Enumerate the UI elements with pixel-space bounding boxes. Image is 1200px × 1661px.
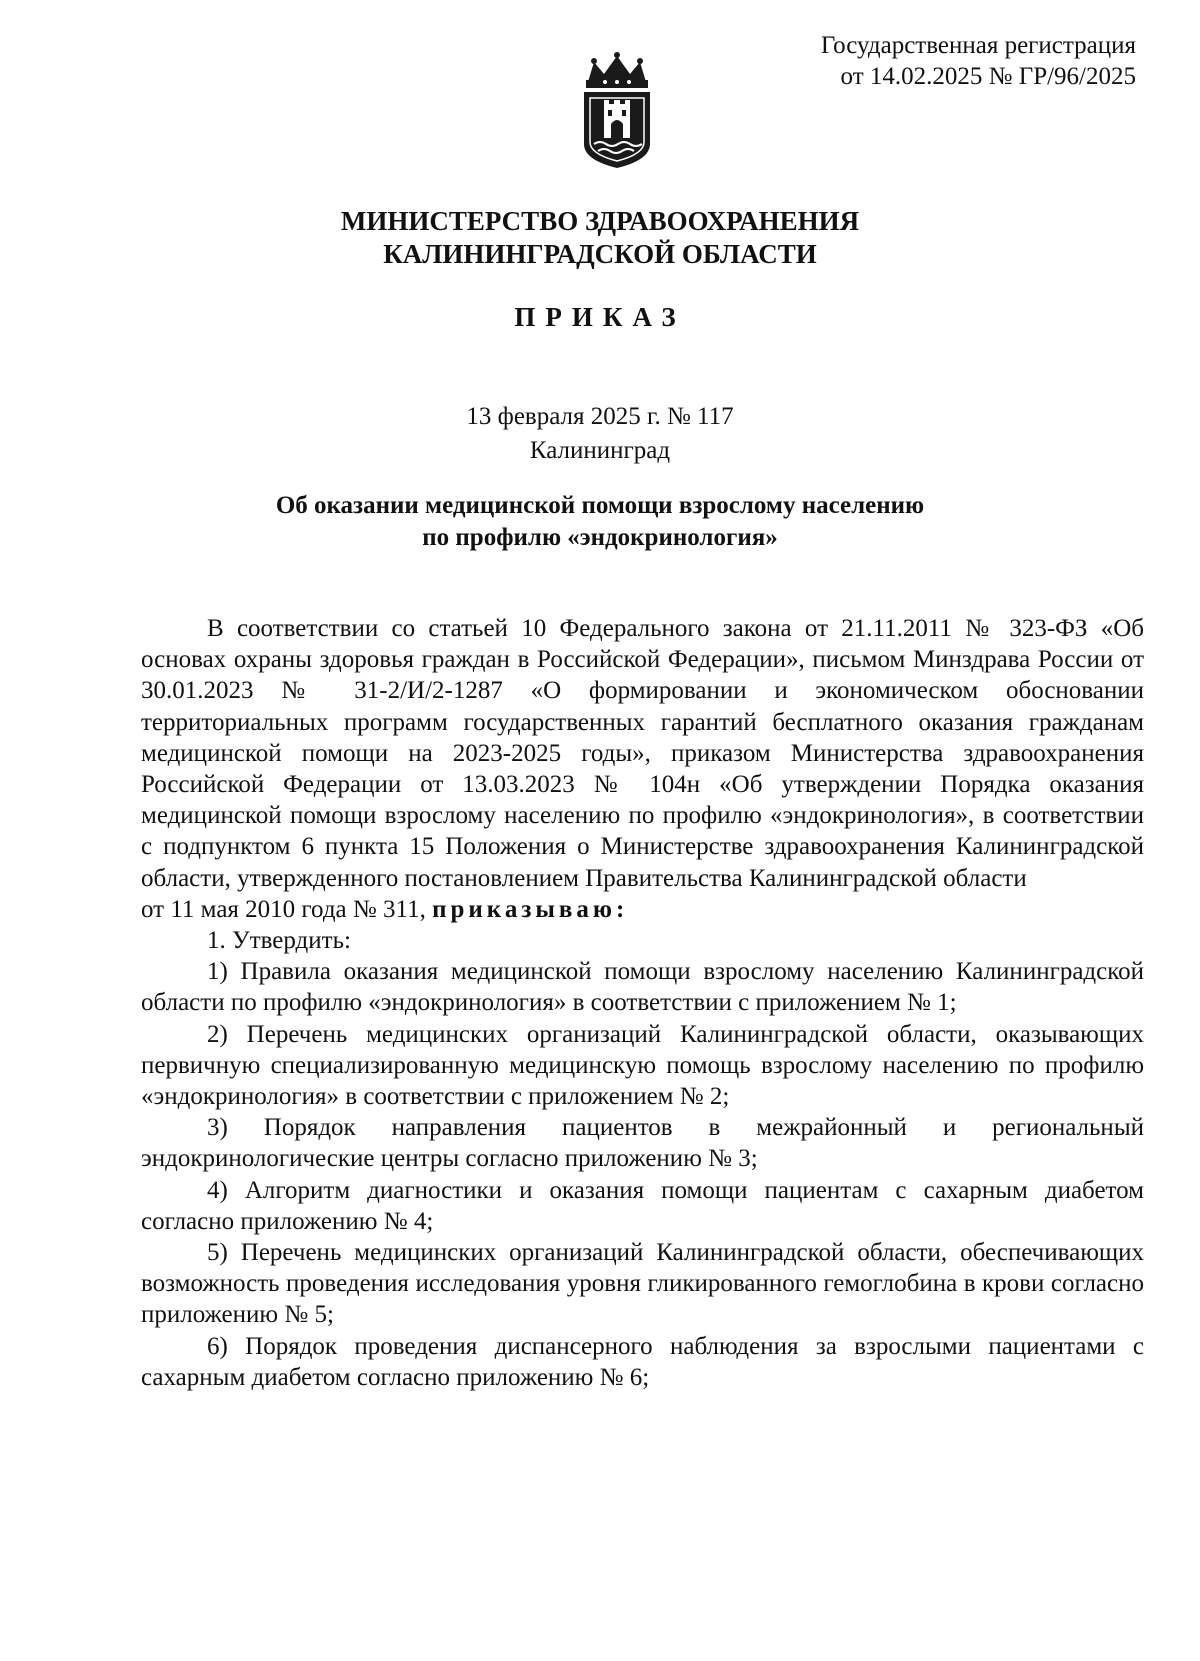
order-word: приказываю: — [432, 895, 629, 923]
subitem-3-paragraph: 3) Порядок направления пациентов в межрайонный и региональный эндокринологические центры согласно приложению № 3; — [141, 1114, 1144, 1173]
preamble-tail-paragraph — [141, 894, 1144, 925]
order-city: Калининград — [529, 437, 671, 464]
subitem-1-paragraph: 1) Правила оказания медицинской помощи взрослому населению Калининградской области по профилю «эндокринология» в соответствии с приложением № 1; — [141, 958, 1144, 1017]
ministry-name-line-2: КАЛИНИНГРАДСКОЙ ОБЛАСТИ — [383, 239, 817, 269]
order-subject — [0, 490, 1200, 554]
kaliningrad-coat-of-arms-icon — [580, 52, 654, 170]
registration-line-1: Государственная регистрация — [820, 32, 1136, 59]
subitem-5-paragraph: 5) Перечень медицинских организаций Калининградской области, обеспечивающих возможность проведения исследования уровня гликированного гемоглобина в крови согласно приложению № 5; — [141, 1239, 1144, 1329]
ministry-name — [0, 205, 1200, 271]
order-subject-line-2: по профилю «эндокринология» — [422, 524, 778, 551]
preamble-paragraph: В соответствии со статьей 10 Федерального закона от 21.11.2011 № 323-ФЗ «Об основах охраны здоровья граждан в Российской Федерации», письмом Минздрава России от 30.01.2023 № 31-2/И/2-1287 «О формировании и экономическом обосновании территориальных программ государственных гарантий бесплатного оказания гражданам медицинской помощи на 2023-2025 годы», приказом Министерства здравоохранения Российской Федерации от 13.03.2023 № 104н «Об утверждении Порядка оказания медицинской помощи взрослому населению по профилю «эндокринология», в соответствии с подпунктом 6 пункта 15 Положения о Министерстве здравоохранения Калининградской области, утвержденного постановлением Правительства Калининградской области — [141, 615, 1144, 892]
registration-stamp — [821, 30, 1136, 92]
order-body — [141, 613, 1144, 1393]
document-type-title: ПРИКАЗ — [514, 302, 686, 332]
order-subject-line-1: Об оказании медицинской помощи взрослому населению — [275, 492, 925, 519]
order-date-number: 13 февраля 2025 г. № 117 — [466, 403, 734, 430]
item-1-paragraph: 1. Утвердить: — [207, 927, 351, 955]
subitem-4-paragraph: 4) Алгоритм диагностики и оказания помощи пациентам с сахарным диабетом согласно приложению № 4; — [141, 1176, 1144, 1235]
subitem-6-paragraph: 6) Порядок проведения диспансерного наблюдения за взрослыми пациентами с сахарным диабетом согласно приложению № 6; — [141, 1332, 1144, 1391]
subitem-2-paragraph: 2) Перечень медицинских организаций Калининградской области, оказывающих первичную специализированную медицинскую помощь взрослому населению по профилю «эндокринология» в соответствии с приложением № 2; — [141, 1020, 1144, 1111]
date-and-place — [0, 400, 1200, 468]
registration-line-2: от 14.02.2025 № ГР/96/2025 — [840, 63, 1136, 90]
preamble-tail: от 11 мая 2010 года № 311, — [141, 895, 426, 923]
ministry-name-line-1: МИНИСТЕРСТВО ЗДРАВООХРАНЕНИЯ — [340, 206, 860, 236]
